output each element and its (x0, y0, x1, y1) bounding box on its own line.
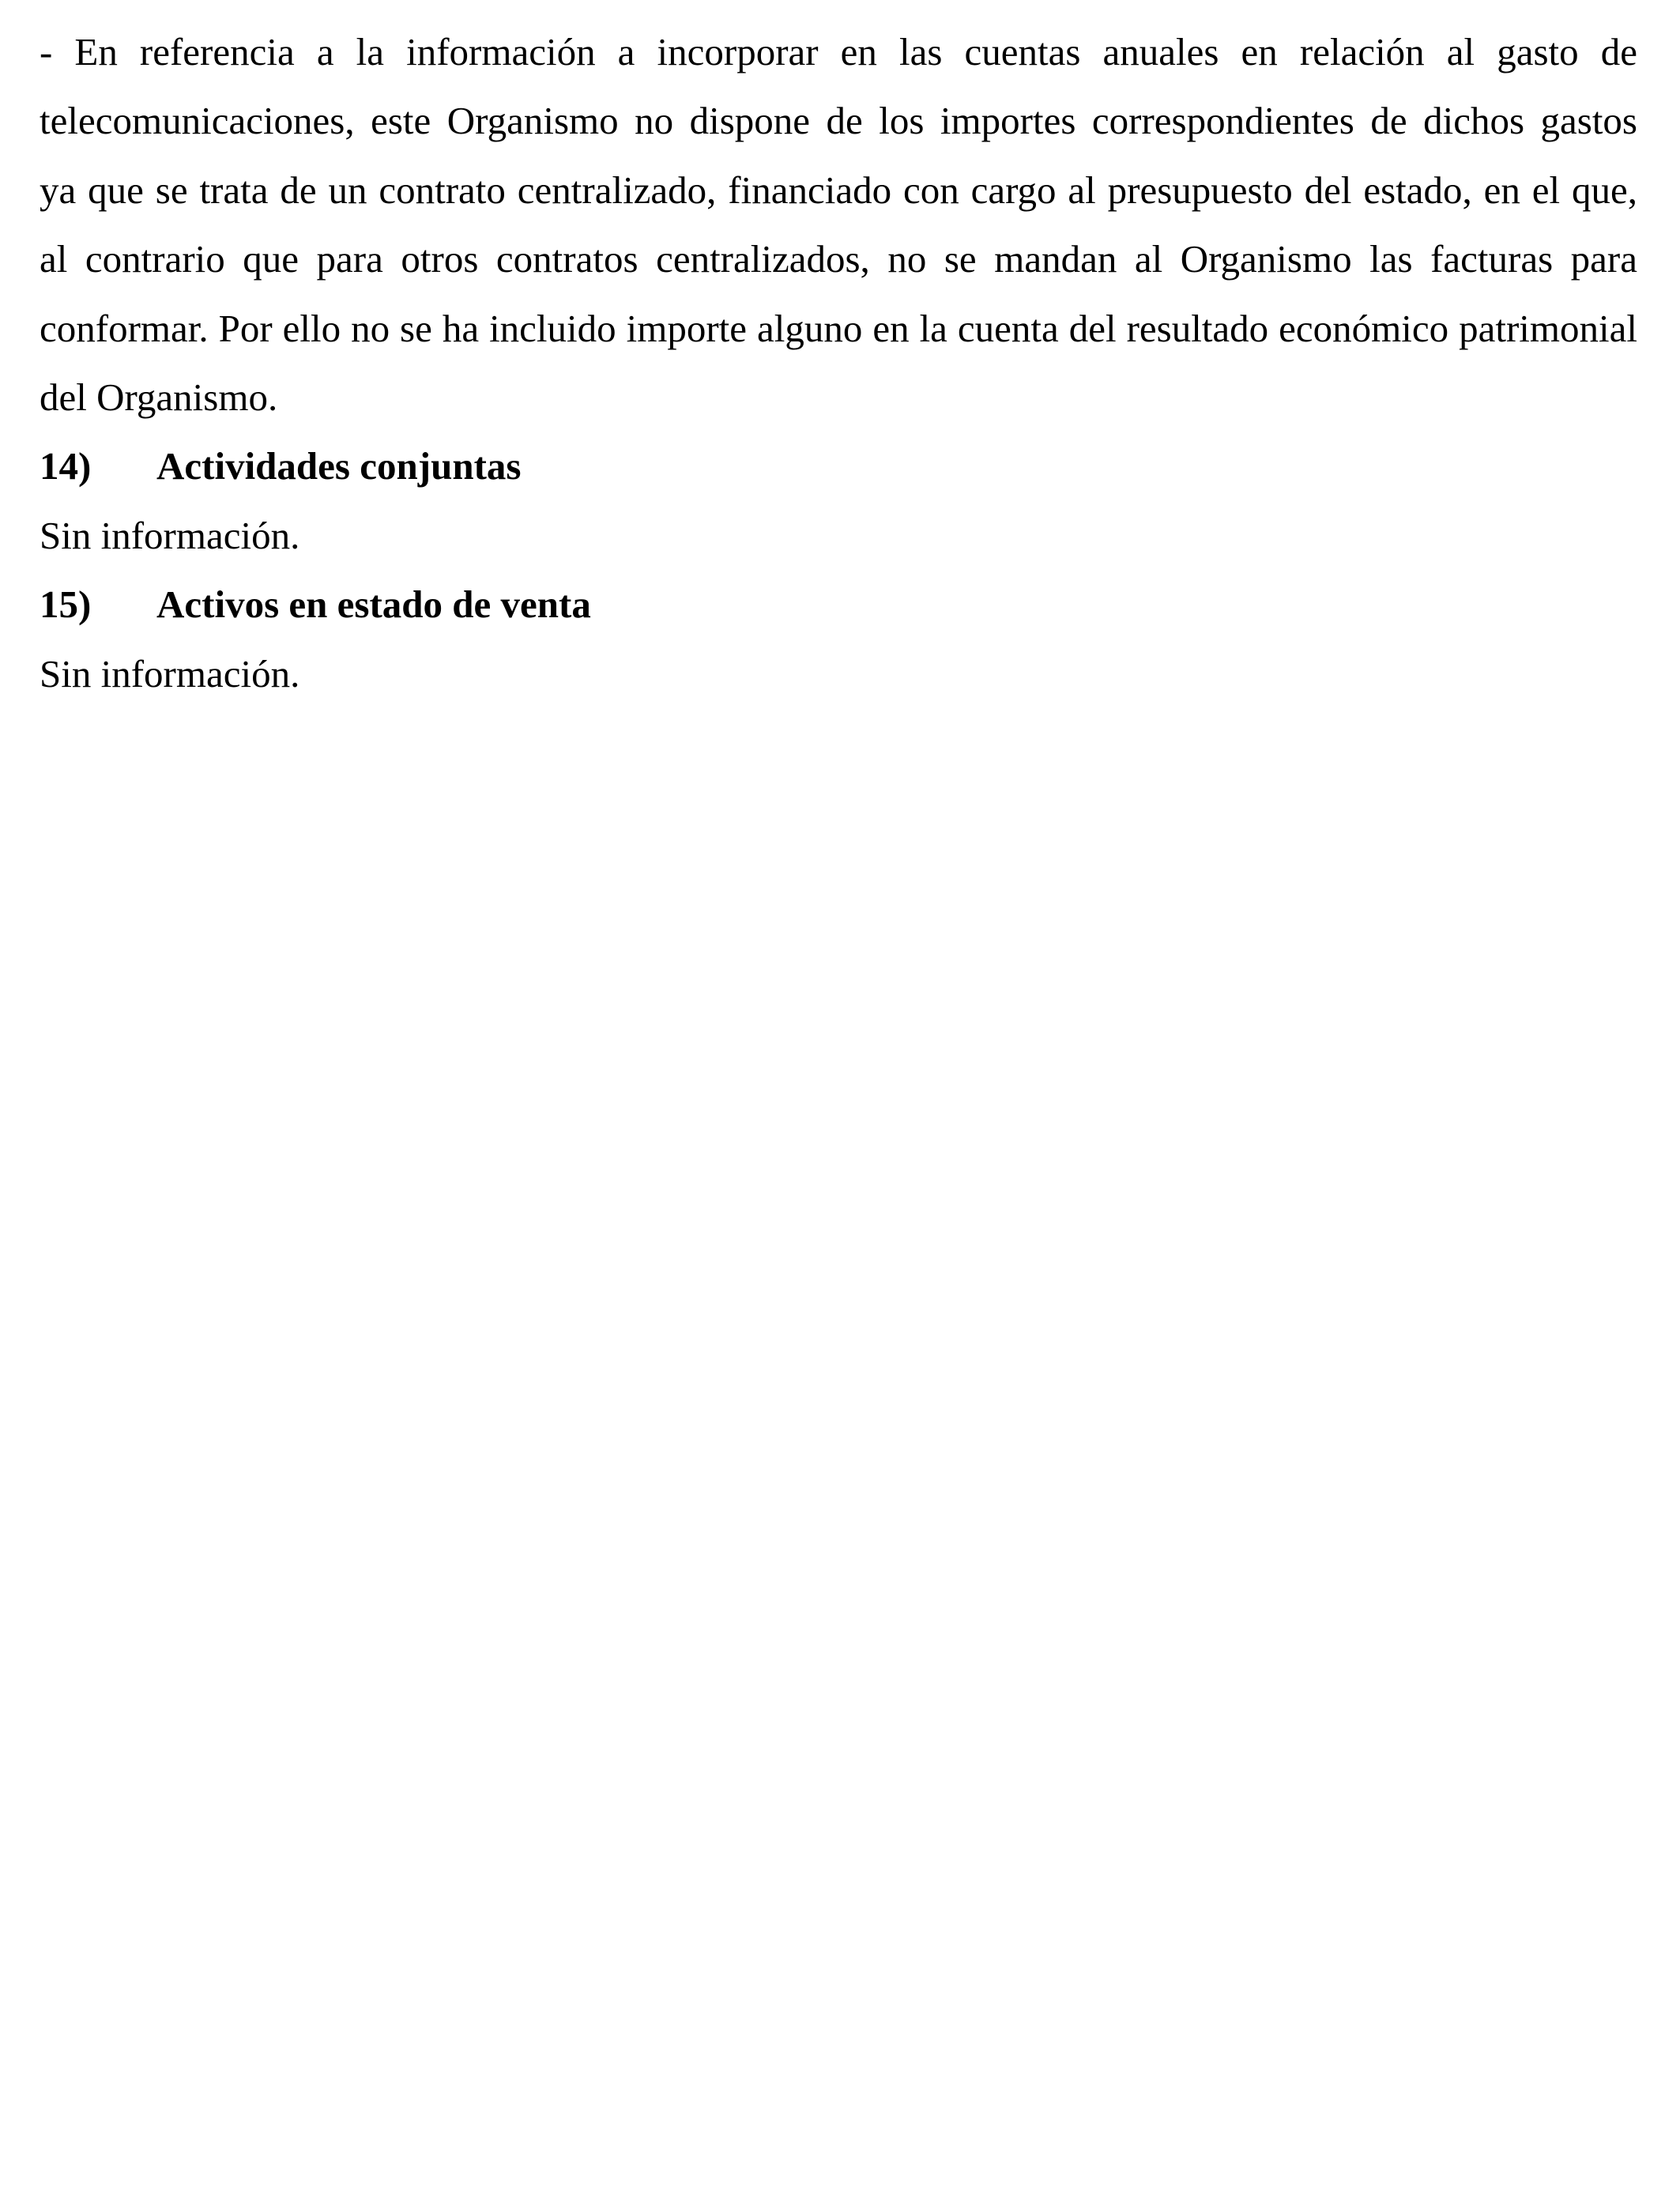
paragraph-line: telecomunicaciones, este Organismo no dispone de los importes correspondientes de dichos gastos (40, 99, 1637, 143)
section-number: 14) (40, 444, 92, 488)
paragraph-line: conformar. Por ello no se ha incluido importe alguno en la cuenta del resultado económico patrimonial (40, 306, 1637, 350)
section-number: 15) (40, 582, 92, 627)
paragraph-line: del Organismo. (40, 375, 278, 420)
telecom-expense-paragraph (40, 17, 1637, 432)
paragraph-line: - En referencia a la información a incorporar en las cuentas anuales en relación al gasto de (40, 30, 1637, 74)
section-title: Activos en estado de venta (156, 582, 591, 627)
section-heading-15 (40, 570, 1637, 639)
paragraph-line: ya que se trata de un contrato centralizado, financiado con cargo al presupuesto del estado, en el que, (40, 168, 1637, 212)
section-heading-14 (40, 432, 1637, 500)
paragraph-line: al contrario que para otros contratos centralizados, no se mandan al Organismo las facturas para (40, 237, 1637, 281)
page-content (40, 17, 1637, 708)
section-body: Sin información. (40, 651, 300, 696)
section-body: Sin información. (40, 513, 300, 557)
section-title: Actividades conjuntas (156, 444, 522, 488)
